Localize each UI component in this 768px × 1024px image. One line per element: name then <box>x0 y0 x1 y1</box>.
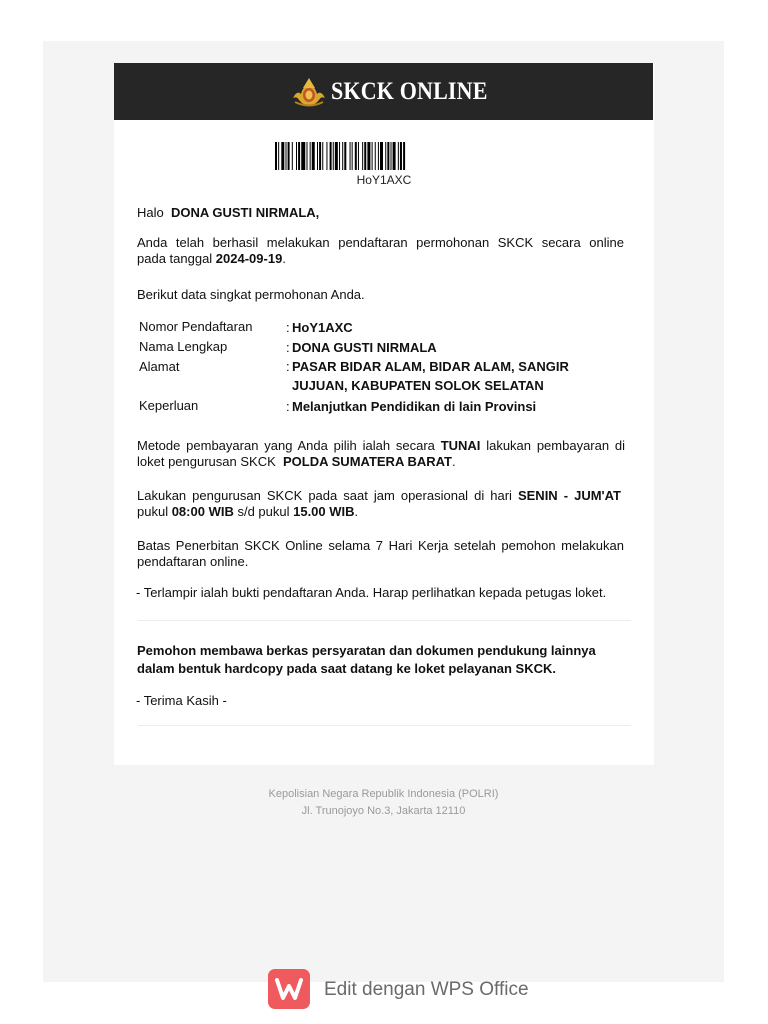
barcode-bar <box>385 142 386 170</box>
email-card <box>114 63 654 765</box>
payment-line-2 <box>137 453 456 470</box>
intro-date-prefix: pada tanggal <box>137 251 216 266</box>
detail-value-address-line-1: PASAR BIDAR ALAM, BIDAR ALAM, SANGIR <box>292 359 569 374</box>
barcode-bar <box>333 142 334 170</box>
opening-time: 08:00 WIB <box>171 504 234 519</box>
barcode-bar <box>372 142 373 170</box>
barcode-bar <box>335 142 338 170</box>
barcode-bar <box>364 142 366 170</box>
barcode-bar <box>339 142 340 170</box>
wps-logo-icon <box>268 969 310 1009</box>
hours-line-1 <box>137 487 621 504</box>
notice-line-2: dalam bentuk hardcopy pada saat datang ke loket pelayanan SKCK. <box>137 661 557 676</box>
hours-open-prefix: pukul <box>137 504 172 519</box>
hours-mid: s/d pukul <box>233 504 294 519</box>
footer-organization: Kepolisian Negara Republik Indonesia (POLRI) <box>268 788 499 800</box>
barcode-bar <box>358 142 359 170</box>
greeting-name: DONA GUSTI NIRMALA, <box>170 205 320 220</box>
detail-value-purpose: Melanjutkan Pendidikan di lain Provinsi <box>292 399 537 414</box>
registration-date: 2024-09-19 <box>215 251 283 266</box>
divider <box>138 725 631 726</box>
barcode-bar <box>367 142 370 170</box>
detail-colon: : <box>286 320 290 335</box>
barcode-bar <box>391 142 392 170</box>
deadline-line-2: pendaftaran online. <box>137 554 249 569</box>
intro-date-suffix: . <box>282 251 286 266</box>
greeting <box>137 204 319 221</box>
barcode-bar <box>317 142 318 170</box>
barcode-bar <box>400 142 402 170</box>
barcode-bar <box>378 142 379 170</box>
barcode-bar <box>352 142 353 170</box>
barcode-bar <box>286 142 287 170</box>
detail-label-full-name: Nama Lengkap <box>139 339 228 354</box>
barcode-bar <box>301 142 305 170</box>
barcode-bar <box>288 142 290 170</box>
barcode-bar <box>403 142 405 170</box>
notice-line-1: Pemohon membawa berkas persyaratan dan dokumen pendukung lainnya <box>137 643 596 658</box>
barcode-bar <box>375 142 376 170</box>
barcode-bar <box>344 142 346 170</box>
detail-value-address-line-2: JUJUAN, KABUPATEN SOLOK SELATAN <box>292 378 544 393</box>
hours-line-2 <box>137 503 358 520</box>
operating-days: SENIN - JUM'AT <box>517 488 621 503</box>
barcode-bar <box>355 142 357 170</box>
barcode-bar <box>362 142 363 170</box>
police-emblem-icon <box>291 76 327 108</box>
closing-text: - Terima Kasih - <box>136 693 227 708</box>
payment-suffix: lakukan pembayaran di <box>480 438 626 453</box>
barcode-bar <box>319 142 321 170</box>
header-banner <box>114 63 653 120</box>
barcode-bar <box>310 142 311 170</box>
wps-office-label[interactable]: Edit dengan WPS Office <box>324 979 529 1000</box>
payment-line-1 <box>137 437 625 454</box>
barcode-bar <box>330 142 332 170</box>
summary-intro: Berikut data singkat permohonan Anda. <box>137 287 365 302</box>
barcode-bar <box>398 142 399 170</box>
payment-office: POLDA SUMATERA BARAT <box>283 454 452 469</box>
footer-address: Jl. Trunojoyo No.3, Jakarta 12110 <box>301 805 466 817</box>
detail-value-registration-number: HoY1AXC <box>292 320 353 335</box>
detail-value-full-name: DONA GUSTI NIRMALA <box>292 340 437 355</box>
barcode-bar <box>296 142 297 170</box>
hours-suffix: . <box>354 504 359 519</box>
detail-label-registration-number: Nomor Pendaftaran <box>139 319 253 334</box>
attachment-note: - Terlampir ialah bukti pendaftaran Anda. Harap perlihatkan kepada petugas loket. <box>136 585 607 600</box>
payment-method: TUNAI <box>440 438 481 453</box>
payment-office-prefix: loket pengurusan SKCK <box>137 454 280 469</box>
intro-line-2 <box>137 250 286 267</box>
detail-colon: : <box>286 399 290 414</box>
barcode-bar <box>278 142 279 170</box>
brand-title: SKCK ONLINE <box>331 78 488 105</box>
barcode-bar <box>298 142 300 170</box>
registration-barcode <box>275 142 493 170</box>
divider <box>138 620 631 621</box>
hours-prefix: Lakukan pengurusan SKCK pada saat jam operasional di hari <box>137 488 518 503</box>
closing-time: 15.00 WIB <box>293 504 355 519</box>
barcode-bar <box>393 142 396 170</box>
detail-colon: : <box>286 340 290 355</box>
deadline-line-1: Batas Penerbitan SKCK Online selama 7 Hari Kerja setelah pemohon melakukan <box>137 538 624 553</box>
greeting-prefix: Halo <box>137 205 164 220</box>
barcode-bar <box>307 142 308 170</box>
detail-colon: : <box>286 359 290 374</box>
intro-line-1: Anda telah berhasil melakukan pendaftaran permohonan SKCK secara online <box>137 235 624 250</box>
payment-prefix: Metode pembayaran yang Anda pilih ialah secara <box>137 438 441 453</box>
header-logo <box>291 76 509 108</box>
detail-label-address: Alamat <box>139 359 180 374</box>
barcode-bar <box>322 142 323 170</box>
barcode-bar <box>312 142 315 170</box>
barcode-bar <box>350 142 351 170</box>
barcode-bar <box>380 142 383 170</box>
barcode-bar <box>342 142 343 170</box>
barcode-code: HoY1AXC <box>356 173 412 187</box>
wps-office-button[interactable] <box>268 969 310 1009</box>
detail-label-purpose: Keperluan <box>139 398 199 413</box>
barcode-bar <box>281 142 284 170</box>
barcode-bar <box>387 142 389 170</box>
payment-office-suffix: . <box>452 454 456 469</box>
barcode-bar <box>326 142 327 170</box>
barcode-bar <box>292 142 293 170</box>
barcode-bar <box>275 142 277 170</box>
